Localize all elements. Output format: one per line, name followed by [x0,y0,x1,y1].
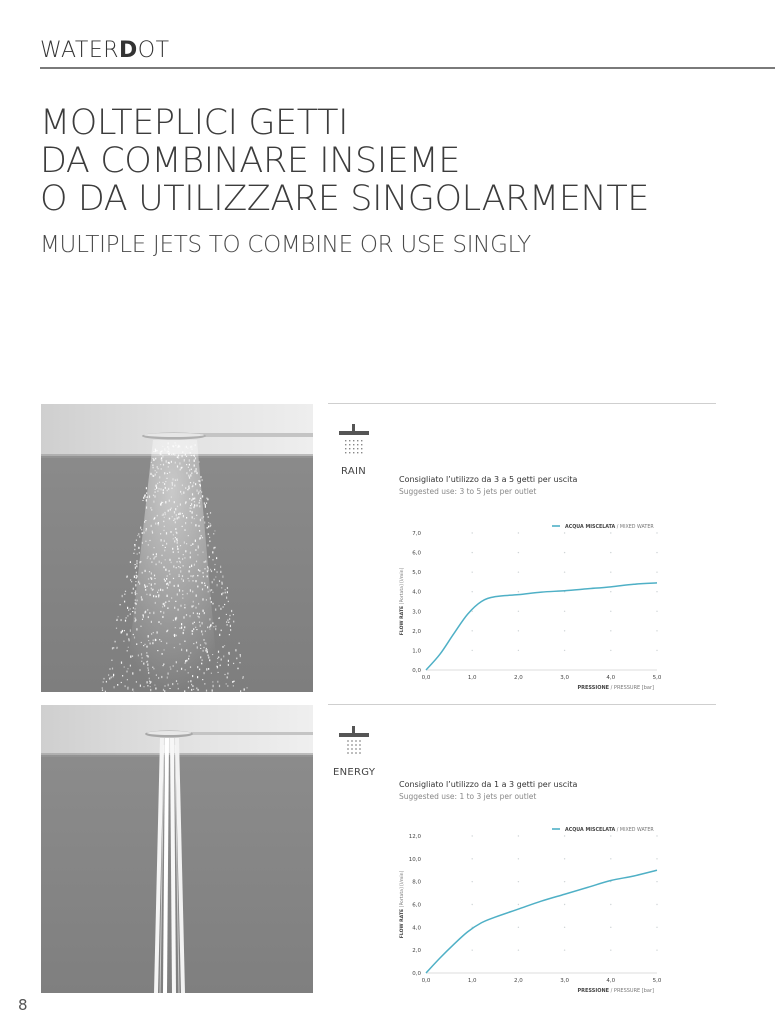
y-axis-label [399,870,405,938]
x-axis-label-unit: / PRESSURE [bar] [609,685,654,691]
grid-dot [472,858,473,859]
y-axis-label-bold: FLOW RATE [400,605,405,636]
grid-dot [472,552,473,553]
grid-dot [564,858,565,859]
grid-dot [472,881,473,882]
legend-label-rest: / MIXED WATER [615,828,654,833]
x-axis-label-unit: / PRESSURE [bar] [609,988,654,994]
title-line-2: DA COMBINARE INSIEME [40,141,460,181]
grid-dot [656,881,657,882]
brand-part-3: OT [137,38,170,63]
grid-dot [656,835,657,836]
header-divider [40,67,775,69]
y-axis-label [399,567,405,635]
y-tick-label: 6,0 [412,902,421,909]
title-line-3: O DA UTILIZZARE SINGOLARMENTE [40,179,650,219]
series-line-mixed-water [426,870,657,973]
grid-dot [518,927,519,928]
grid-dot [610,571,611,572]
y-axis-label-unit: [Portata] [l/min] [400,870,405,909]
energy-label: ENERGY [333,767,376,778]
x-tick-label: 3,0 [560,675,569,681]
y-tick-label: 4,0 [412,925,421,932]
energy-jet-photo [41,705,313,993]
grid-dot [518,835,519,836]
x-tick-label: 4,0 [606,675,616,681]
energy-section-divider [328,704,716,705]
grid-dot [656,552,657,553]
page-subtitle: MULTIPLE JETS TO COMBINE OR USE SINGLY [40,232,531,258]
grid-dot [518,949,519,950]
legend-label-bold: ACQUA MISCELATA [565,828,616,833]
rain-shower-icon [337,424,371,460]
x-tick-label: 1,0 [467,978,477,984]
grid-dot [564,835,565,836]
x-tick-label: 5,0 [652,675,662,681]
grid-dot [610,835,611,836]
y-tick-label: 2,0 [412,948,421,955]
grid-dot [518,552,519,553]
brand-part-1: WATER [40,38,120,63]
brand-logo [40,38,170,63]
y-tick-label: 0,0 [412,668,421,674]
grid-dot [610,552,611,553]
legend-label [565,827,654,833]
grid-dot [564,650,565,651]
x-tick-label: 2,0 [514,978,523,984]
rain-suggested-use-en: Suggested use: 3 to 5 jets per outlet [399,487,537,496]
grid-dot [656,532,657,533]
y-tick-label: 7,0 [412,531,421,537]
chart-grid [472,532,658,651]
grid-dot [610,630,611,631]
y-tick-label: 8,0 [412,879,421,886]
grid-dot [518,571,519,572]
y-tick-label: 2,0 [412,628,421,635]
grid-dot [656,858,657,859]
grid-dot [518,630,519,631]
grid-dot [610,927,611,928]
grid-dot [472,630,473,631]
y-tick-label: 0,0 [412,971,421,977]
x-axis-label [577,988,654,994]
grid-dot [518,904,519,905]
brand-part-2: D [119,38,138,63]
grid-dot [564,630,565,631]
x-tick-label: 2,0 [514,675,523,681]
grid-dot [656,904,657,905]
grid-dot [472,835,473,836]
grid-dot [610,904,611,905]
rain-section-divider [328,403,716,404]
grid-dot [472,611,473,612]
grid-dot [656,630,657,631]
legend-label-bold: ACQUA MISCELATA [565,525,616,530]
grid-dot [610,949,611,950]
legend-label-rest: / MIXED WATER [615,525,654,530]
y-tick-label: 10,0 [408,856,421,863]
y-axis-label-unit: [Portata] [l/min] [400,567,405,606]
y-tick-label: 5,0 [412,570,421,577]
legend-label [565,524,654,530]
x-tick-label: 1,0 [467,675,477,681]
grid-dot [656,949,657,950]
series-line-mixed-water [426,583,657,670]
x-tick-label: 3,0 [560,978,569,984]
rain-flow-chart [392,515,682,697]
grid-dot [656,650,657,651]
rain-label: RAIN [341,466,367,477]
grid-dot [518,591,519,592]
grid-dot [656,927,657,928]
grid-dot [472,949,473,950]
y-tick-label: 12,0 [408,834,421,840]
grid-dot [564,904,565,905]
grid-dot [610,858,611,859]
energy-suggested-use-en: Suggested use: 1 to 3 jets per outlet [399,792,537,801]
x-tick-label: 5,0 [652,978,662,984]
grid-dot [610,591,611,592]
grid-dot [564,611,565,612]
y-tick-label: 1,0 [412,648,421,655]
y-tick-label: 4,0 [412,589,421,596]
energy-suggested-use-it: Consigliato l’utilizzo da 1 a 3 getti per uscita [399,780,578,789]
grid-dot [656,571,657,572]
rain-suggested-use-it: Consigliato l’utilizzo da 3 a 5 getti per uscita [399,475,578,484]
energy-shower-icon [337,726,371,760]
x-tick-label: 0,0 [421,675,431,681]
grid-dot [564,571,565,572]
grid-dot [610,611,611,612]
grid-dot [472,532,473,533]
grid-dot [518,881,519,882]
chart-grid [472,835,658,951]
grid-dot [472,650,473,651]
x-axis-label-bold: PRESSIONE [577,988,610,994]
x-tick-label: 0,0 [421,978,431,984]
grid-dot [564,949,565,950]
grid-dot [564,881,565,882]
grid-dot [518,650,519,651]
grid-dot [472,591,473,592]
grid-dot [564,552,565,553]
page-title [40,104,649,218]
y-tick-label: 3,0 [412,609,421,616]
grid-dot [518,532,519,533]
x-tick-label: 4,0 [606,978,616,984]
title-line-1: MOLTEPLICI GETTI [40,103,349,143]
x-axis-label-bold: PRESSIONE [577,685,610,691]
y-tick-label: 6,0 [412,550,421,557]
grid-dot [564,532,565,533]
energy-flow-chart [392,818,682,1000]
grid-dot [610,532,611,533]
rain-jet-photo [41,404,313,692]
grid-dot [656,611,657,612]
grid-dot [610,650,611,651]
y-axis-label-bold: FLOW RATE [400,908,405,939]
page-number: 8 [18,996,28,1014]
grid-dot [518,611,519,612]
grid-dot [564,927,565,928]
x-axis-label [577,685,654,691]
grid-dot [518,858,519,859]
grid-dot [472,571,473,572]
grid-dot [472,904,473,905]
grid-dot [656,591,657,592]
